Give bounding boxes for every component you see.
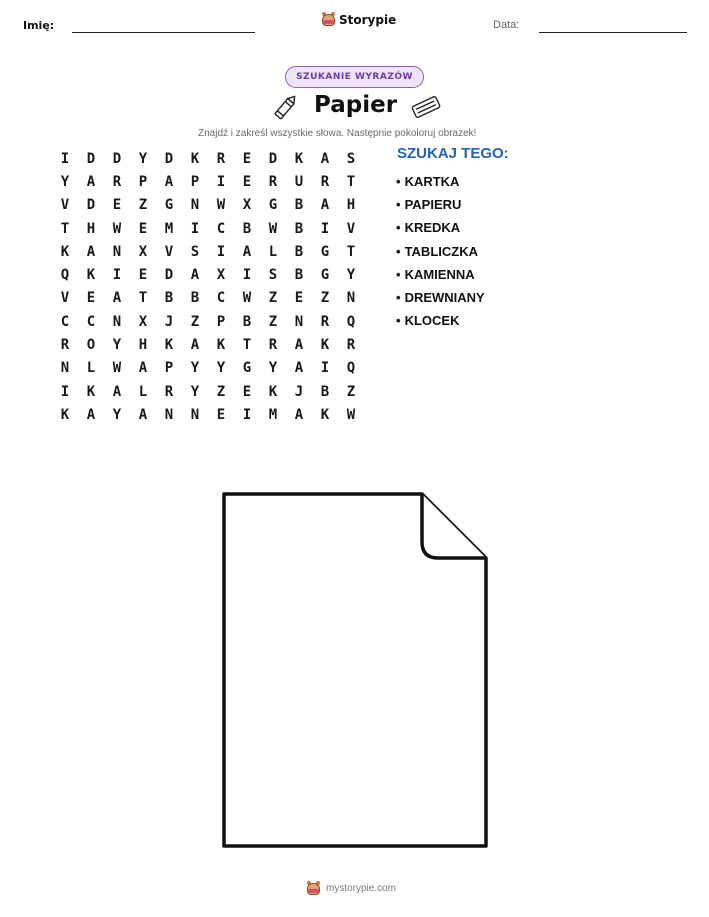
grid-row [52, 170, 364, 193]
grid-letter[interactable]: R [320, 313, 330, 330]
word-list-item [396, 263, 485, 286]
grid-letter[interactable]: K [216, 337, 226, 354]
grid-letter[interactable]: K [86, 383, 96, 400]
grid-letter[interactable]: P [216, 313, 226, 330]
footer [307, 881, 396, 896]
grid-letter[interactable]: R [216, 150, 226, 167]
grid-letter[interactable]: R [346, 337, 356, 354]
grid-letter[interactable]: A [190, 337, 200, 354]
grid-letter[interactable]: G [320, 267, 330, 284]
grid-letter[interactable]: E [138, 267, 148, 284]
grid-letter[interactable]: B [294, 220, 304, 237]
grid-letter[interactable]: K [320, 337, 330, 354]
grid-letter[interactable]: C [216, 290, 226, 307]
grid-letter[interactable]: Z [138, 197, 148, 214]
grid-letter[interactable]: D [164, 150, 174, 167]
brand-logo [322, 12, 396, 27]
grid-letter[interactable]: H [86, 220, 96, 237]
grid-letter[interactable]: K [268, 383, 278, 400]
grid-letter[interactable]: T [346, 243, 356, 260]
grid-letter[interactable]: A [294, 337, 304, 354]
grid-letter[interactable]: L [268, 243, 278, 260]
grid-letter[interactable]: A [320, 150, 330, 167]
grid-row [52, 310, 364, 333]
word-label: KARTKA [404, 174, 460, 190]
grid-letter[interactable]: Y [346, 267, 356, 284]
grid-letter[interactable]: A [138, 360, 148, 377]
grid-row [52, 240, 364, 263]
grid-letter[interactable]: M [164, 220, 174, 237]
grid-letter[interactable]: V [60, 290, 70, 307]
grid-letter[interactable]: C [216, 220, 226, 237]
grid-letter[interactable]: Z [268, 313, 278, 330]
grid-letter[interactable]: T [242, 337, 252, 354]
grid-letter[interactable]: N [60, 360, 70, 377]
grid-letter[interactable]: N [112, 243, 122, 260]
grid-letter[interactable]: H [138, 337, 148, 354]
grid-letter[interactable]: B [164, 290, 174, 307]
grid-letter[interactable]: N [112, 313, 122, 330]
grid-letter[interactable]: D [112, 150, 122, 167]
grid-letter[interactable]: I [216, 173, 226, 190]
grid-letter[interactable]: K [60, 243, 70, 260]
letter-grid [52, 147, 364, 427]
grid-letter[interactable]: A [242, 243, 252, 260]
grid-letter[interactable]: Y [60, 173, 70, 190]
grid-letter[interactable]: B [294, 197, 304, 214]
blank-paper-sheet-icon [218, 490, 492, 852]
grid-letter[interactable]: H [346, 197, 356, 214]
grid-letter[interactable]: I [60, 150, 70, 167]
grid-letter[interactable]: C [60, 313, 70, 330]
grid-letter[interactable]: A [320, 197, 330, 214]
grid-letter[interactable]: I [320, 360, 330, 377]
grid-row [52, 263, 364, 286]
grid-letter[interactable]: Y [190, 360, 200, 377]
grid-letter[interactable]: A [294, 360, 304, 377]
word-list-item [396, 170, 485, 193]
grid-letter[interactable]: X [216, 267, 226, 284]
grid-letter[interactable]: A [86, 243, 96, 260]
grid-letter[interactable]: V [164, 243, 174, 260]
word-list-item [396, 193, 485, 216]
bullet-icon: • [396, 174, 401, 190]
grid-letter[interactable]: K [190, 150, 200, 167]
date-line[interactable] [539, 32, 687, 33]
grid-letter[interactable]: B [242, 220, 252, 237]
grid-letter[interactable]: P [164, 360, 174, 377]
grid-letter[interactable]: O [86, 337, 96, 354]
grid-letter[interactable]: R [164, 383, 174, 400]
grid-letter[interactable]: S [268, 267, 278, 284]
word-label: DREWNIANY [404, 290, 485, 306]
grid-letter[interactable]: I [112, 267, 122, 284]
grid-letter[interactable]: R [112, 173, 122, 190]
grid-letter[interactable]: X [138, 243, 148, 260]
grid-letter[interactable]: X [138, 313, 148, 330]
grid-letter[interactable]: B [190, 290, 200, 307]
grid-letter[interactable]: Y [268, 360, 278, 377]
bullet-icon: • [396, 290, 401, 306]
grid-letter[interactable]: W [112, 220, 122, 237]
grid-letter[interactable]: I [190, 220, 200, 237]
grid-letter[interactable]: T [60, 220, 70, 237]
grid-letter[interactable]: Z [216, 383, 226, 400]
grid-letter[interactable]: Q [346, 360, 356, 377]
grid-letter[interactable]: E [242, 173, 252, 190]
grid-letter[interactable]: A [164, 173, 174, 190]
grid-letter[interactable]: K [164, 337, 174, 354]
word-label: KAMIENNA [404, 266, 475, 282]
grid-letter[interactable]: R [268, 173, 278, 190]
grid-letter[interactable]: I [242, 267, 252, 284]
grid-letter[interactable]: P [138, 173, 148, 190]
word-list-item [396, 286, 485, 309]
word-label: KLOCEK [404, 313, 460, 329]
grid-letter[interactable]: E [216, 406, 226, 423]
brand-name: Storypie [339, 12, 397, 27]
grid-letter[interactable]: T [138, 290, 148, 307]
grid-letter[interactable]: K [86, 267, 96, 284]
grid-letter[interactable]: D [86, 197, 96, 214]
grid-row [52, 380, 364, 403]
grid-letter[interactable]: A [112, 383, 122, 400]
grid-letter[interactable]: W [216, 197, 226, 214]
grid-letter[interactable]: B [320, 383, 330, 400]
crayon-icon [272, 93, 298, 123]
grid-letter[interactable]: V [346, 220, 356, 237]
word-label: PAPIERU [404, 197, 462, 213]
grid-letter[interactable]: N [190, 197, 200, 214]
grid-letter[interactable]: D [268, 150, 278, 167]
activity-badge: SZUKANIE WYRAZÓW [285, 66, 424, 88]
grid-letter[interactable]: Y [112, 337, 122, 354]
grid-letter[interactable]: L [86, 360, 96, 377]
bullet-icon: • [396, 243, 401, 259]
grid-letter[interactable]: C [86, 313, 96, 330]
grid-letter[interactable]: W [112, 360, 122, 377]
grid-letter[interactable]: E [242, 150, 252, 167]
bullet-icon: • [396, 266, 401, 282]
grid-row [52, 147, 364, 170]
grid-letter[interactable]: Z [346, 383, 356, 400]
grid-letter[interactable]: A [86, 406, 96, 423]
grid-row [52, 287, 364, 310]
grid-letter[interactable]: N [164, 406, 174, 423]
grid-row [52, 357, 364, 380]
grid-letter[interactable]: A [112, 290, 122, 307]
grid-letter[interactable]: E [242, 383, 252, 400]
grid-letter[interactable]: Z [190, 313, 200, 330]
worksheet-title: Papier [314, 92, 398, 118]
grid-letter[interactable]: K [60, 406, 70, 423]
bullet-icon: • [396, 220, 401, 236]
grid-letter[interactable]: G [164, 197, 174, 214]
grid-letter[interactable]: G [242, 360, 252, 377]
word-list-item [396, 240, 485, 263]
word-label: KREDKA [404, 220, 461, 236]
grid-letter[interactable]: X [242, 197, 252, 214]
grid-letter[interactable]: R [268, 337, 278, 354]
grid-letter[interactable]: M [268, 406, 278, 423]
grid-letter[interactable]: J [164, 313, 174, 330]
word-list-item [396, 216, 485, 239]
grid-letter[interactable]: A [294, 406, 304, 423]
grid-letter[interactable]: D [164, 267, 174, 284]
grid-letter[interactable]: B [294, 243, 304, 260]
pie-mascot-icon [307, 881, 320, 896]
grid-letter[interactable]: K [294, 150, 304, 167]
grid-row [52, 194, 364, 217]
grid-letter[interactable]: B [294, 267, 304, 284]
grid-letter[interactable]: E [112, 197, 122, 214]
name-label: Imię: [23, 19, 55, 32]
word-label: TABLICZKA [404, 243, 478, 259]
grid-letter[interactable]: A [138, 406, 148, 423]
grid-letter[interactable]: Z [320, 290, 330, 307]
grid-letter[interactable]: Y [138, 150, 148, 167]
grid-letter[interactable]: G [268, 197, 278, 214]
bullet-icon: • [396, 313, 401, 329]
word-list [396, 170, 485, 332]
grid-letter[interactable]: Y [112, 406, 122, 423]
grid-letter[interactable]: D [86, 150, 96, 167]
grid-letter[interactable]: A [86, 173, 96, 190]
grid-letter[interactable]: I [216, 243, 226, 260]
bullet-icon: • [396, 197, 401, 213]
grid-letter[interactable]: W [268, 220, 278, 237]
grid-letter[interactable]: R [60, 337, 70, 354]
grid-letter[interactable]: Y [216, 360, 226, 377]
word-list-item [396, 309, 485, 332]
eraser-icon [410, 92, 442, 122]
grid-letter[interactable]: I [242, 406, 252, 423]
grid-row [52, 403, 364, 426]
grid-letter[interactable]: T [346, 173, 356, 190]
grid-letter[interactable]: W [346, 406, 356, 423]
grid-letter[interactable]: S [190, 243, 200, 260]
grid-row [52, 333, 364, 356]
date-label: Data: [493, 19, 520, 31]
grid-letter[interactable]: Q [60, 267, 70, 284]
grid-letter[interactable]: U [294, 173, 304, 190]
grid-letter[interactable]: W [242, 290, 252, 307]
grid-letter[interactable]: Q [346, 313, 356, 330]
grid-letter[interactable]: S [346, 150, 356, 167]
grid-letter[interactable]: R [320, 173, 330, 190]
grid-letter[interactable]: N [190, 406, 200, 423]
grid-letter[interactable]: I [60, 383, 70, 400]
grid-letter[interactable]: J [294, 383, 304, 400]
grid-row [52, 217, 364, 240]
instructions: Znajdź i zakreśl wszystkie słowa. Następnie pokoloruj obrazek! [198, 128, 477, 139]
grid-letter[interactable]: A [190, 267, 200, 284]
grid-letter[interactable]: E [294, 290, 304, 307]
grid-letter[interactable]: I [320, 220, 330, 237]
grid-letter[interactable]: B [242, 313, 252, 330]
grid-letter[interactable]: G [320, 243, 330, 260]
grid-letter[interactable]: E [138, 220, 148, 237]
grid-letter[interactable]: Z [268, 290, 278, 307]
name-line[interactable] [72, 32, 255, 33]
grid-letter[interactable]: N [346, 290, 356, 307]
grid-letter[interactable]: Y [190, 383, 200, 400]
grid-letter[interactable]: K [320, 406, 330, 423]
grid-letter[interactable]: N [294, 313, 304, 330]
footer-url[interactable]: mystorypie.com [326, 883, 397, 894]
word-list-title: SZUKAJ TEGO: [397, 145, 509, 162]
pie-mascot-icon [322, 12, 335, 27]
grid-letter[interactable]: P [190, 173, 200, 190]
grid-letter[interactable]: V [60, 197, 70, 214]
grid-letter[interactable]: L [138, 383, 148, 400]
grid-letter[interactable]: E [86, 290, 96, 307]
